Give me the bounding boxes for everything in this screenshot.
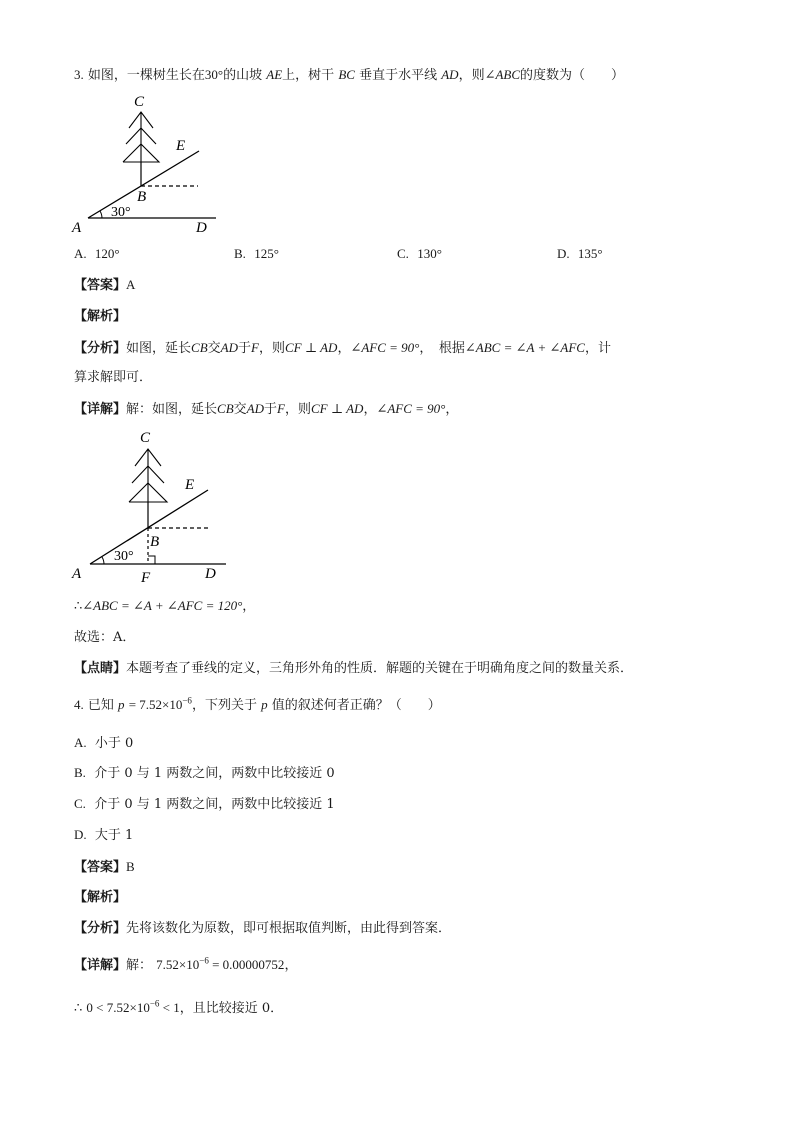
q4-option-d: D. 大于 1	[74, 827, 134, 843]
q3-abc: ABC	[495, 67, 521, 82]
q3-option-a: A. 120°	[74, 246, 120, 261]
q4-option-c: C. 介于 0 与 1 两数之间，两数中比较接近 1	[74, 796, 335, 812]
q3-stem-text: 的度数为（ ）	[520, 68, 625, 83]
xiangjie-tag: 【详解】	[74, 958, 127, 973]
q3-figure-1	[68, 90, 218, 240]
q3-bc: BC	[338, 67, 355, 82]
label-a: A	[72, 220, 82, 236]
q3-stem-text: 如图，一棵树生长在	[87, 68, 205, 83]
answer-tag: 【答案】	[74, 860, 127, 875]
answer-value: A	[126, 277, 136, 292]
q3-ad: AD	[441, 67, 459, 82]
label-e: E	[185, 477, 195, 493]
q3-stem	[74, 66, 624, 85]
q3-result: ∴∠ABC = ∠A + ∠AFC = 120°，	[74, 598, 256, 614]
q4-number: 4.	[74, 697, 84, 712]
q4-option-a: A. 小于 0	[74, 735, 134, 751]
q4-fenxi: 【分析】先将该数化为原数，即可根据取值判断，由此得到答案．	[74, 921, 452, 936]
label-e: E	[176, 138, 186, 154]
label-c: C	[134, 94, 145, 110]
q3-option-c: C. 130°	[397, 246, 442, 261]
dianjing-tag: 【点睛】	[74, 661, 127, 676]
label-angle: 30°	[114, 549, 134, 564]
angle-arc	[100, 211, 102, 218]
q3-xiangjie: 【详解】解：如图，延长CB交AD于F，则CF ⊥ AD，∠AFC = 90°，	[74, 401, 459, 417]
right-angle-mark	[148, 556, 155, 564]
label-angle: 30°	[111, 205, 131, 220]
q3-stem-text: 垂直于水平线	[359, 68, 438, 83]
q3-fenxi: 【分析】如图，延长CB交AD于F，则CF ⊥ AD，∠AFC = 90°， 根据∠ABC = ∠A + ∠AFC，计	[74, 340, 611, 356]
q3-fenxi-line2: 算求解即可．	[74, 370, 153, 385]
label-b: B	[150, 534, 160, 550]
label-a: A	[72, 566, 82, 582]
q3-dianjing: 【点睛】本题考查了垂线的定义，三角形外角的性质．解题的关键在于明确角度之间的数量关系．	[74, 661, 634, 676]
line-ae	[88, 151, 199, 218]
q3-option-b: B. 125°	[234, 246, 279, 261]
q3-answer	[74, 276, 135, 295]
q4-analysis-tag: 【解析】	[74, 890, 127, 905]
q4-answer	[74, 858, 135, 877]
q3-ae: AE	[266, 67, 283, 82]
label-d: D	[205, 566, 216, 582]
q3-angle: 30°	[204, 67, 224, 82]
answer-value: B	[126, 859, 135, 874]
angle-arc	[102, 557, 104, 564]
q3-choose: 故选：A．	[74, 630, 136, 645]
q4-option-b: B. 介于 0 与 1 两数之间，两数中比较接近 0	[74, 765, 335, 781]
q3-number: 3.	[74, 67, 84, 82]
label-f: F	[141, 570, 151, 586]
q3-stem-text: 的山坡	[223, 68, 263, 83]
q3-stem-text: ，则∠	[458, 68, 496, 83]
xiangjie-tag: 【详解】	[74, 402, 127, 417]
fenxi-tag: 【分析】	[74, 341, 127, 356]
label-d: D	[196, 220, 207, 236]
answer-tag: 【答案】	[74, 278, 127, 293]
line-ae	[90, 490, 208, 564]
q3-figure-2	[68, 424, 238, 590]
fenxi-tag: 【分析】	[74, 921, 127, 936]
q4-xiangjie: 【详解】解： $7.52\times 10^{-6} = 0.00000752$，	[74, 955, 298, 973]
q3-stem-text: 上，树干	[282, 68, 335, 83]
q4-last: ∴ $0 < 7.52\times 10^{-6} < 1$，且比较接近 0．	[74, 998, 284, 1016]
label-c: C	[140, 430, 151, 446]
q3-option-d: D. 135°	[557, 246, 603, 261]
q3-analysis-tag: 【解析】	[74, 309, 127, 324]
q4-stem: 4. 已知 $p = 7.52\times 10^{-6}$，下列关于 p 值的叙述何者正确？（ ）	[74, 695, 441, 713]
label-b: B	[137, 189, 147, 205]
